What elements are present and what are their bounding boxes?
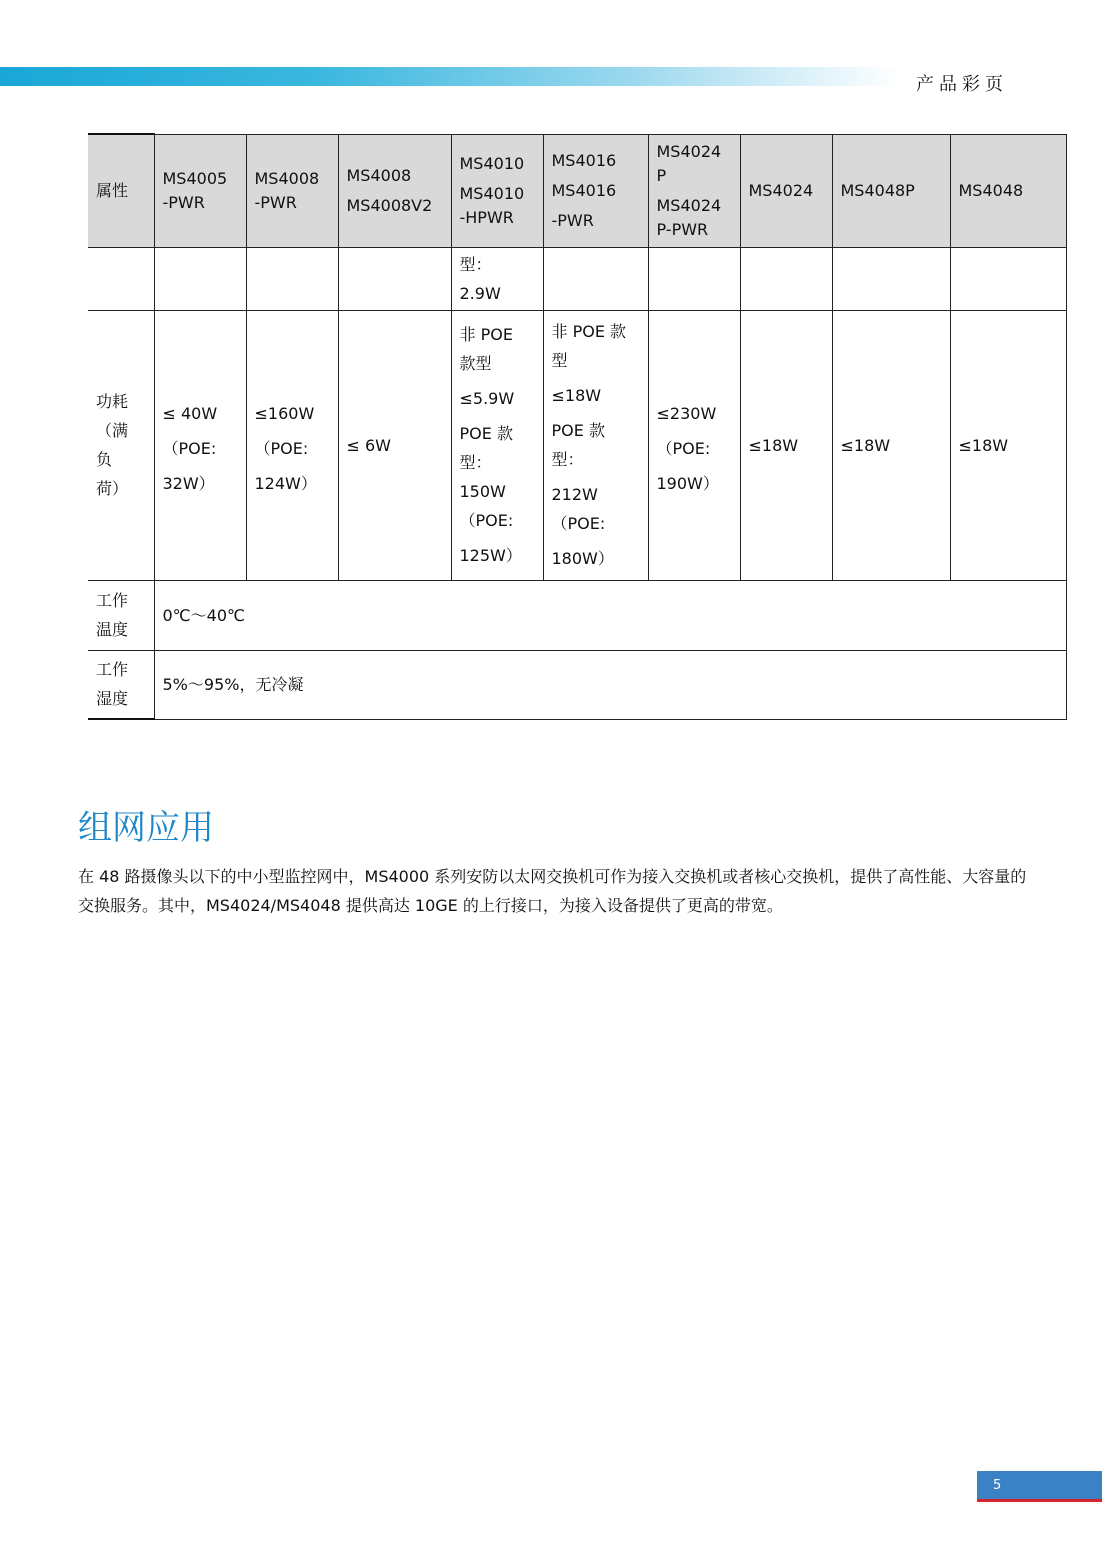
cell-line: （POE:	[254, 438, 309, 458]
col-ms4010	[451, 134, 543, 247]
power-ms4008v2	[338, 310, 451, 580]
cell-line: （POE:	[551, 514, 606, 533]
header-line: MS4024	[748, 180, 814, 200]
cell-line: ≤ 6W	[346, 435, 391, 455]
cell-line: ≤18W	[840, 435, 891, 455]
header-line: MS4008	[346, 165, 412, 185]
col-ms4008-pwr	[246, 134, 338, 247]
table-cell	[740, 247, 832, 310]
table-row-continued	[88, 247, 1066, 310]
header-line: MS4016	[551, 180, 617, 200]
header-line: -PWR	[162, 192, 205, 212]
row-label-power	[88, 310, 154, 580]
power-ms4024p	[648, 310, 740, 580]
col-ms4024	[740, 134, 832, 247]
cell-line: ≤18W	[551, 386, 602, 405]
cell-line: 124W）	[254, 473, 317, 493]
col-ms4048	[950, 134, 1066, 247]
power-ms4008	[246, 310, 338, 580]
page-number: 5	[993, 1478, 1002, 1493]
header-line: MS4024	[656, 141, 722, 161]
temperature-value: 0℃～40℃	[154, 580, 1066, 650]
header-line: MS4016	[551, 150, 617, 170]
table-cell	[451, 247, 543, 310]
section-paragraph: 在 48 路摄像头以下的中小型监控网中，MS4000 系列安防以太网交换机可作为接入交换机或者核心交换机，提供了高性能、大容量的交换服务。其中，MS4024/MS4048 提供高达 10GE 的上行接口，为接入设备提供了更高的带宽。	[78, 867, 1027, 915]
power-ms4010	[451, 310, 543, 580]
col-ms4005-pwr	[154, 134, 246, 247]
header-line: MS4008	[254, 168, 320, 188]
table-row-temperature	[88, 580, 1066, 650]
col-ms4008	[338, 134, 451, 247]
cell-line: POE 款	[551, 421, 605, 440]
row-label-temperature	[88, 580, 154, 650]
cell-line: 125W）	[459, 546, 522, 565]
header-line: MS4010	[459, 153, 525, 173]
power-ms4048p	[832, 310, 950, 580]
cell-line: 型：	[459, 453, 492, 472]
header-line: MS4024	[656, 195, 722, 215]
cell-line: ≤18W	[958, 435, 1009, 455]
col-ms4016	[543, 134, 648, 247]
cell-line: （POE:	[162, 438, 217, 458]
table-cell	[950, 247, 1066, 310]
label-line: 温度	[96, 620, 129, 639]
label-line: 负	[96, 450, 113, 469]
cell-line: 150W	[459, 482, 506, 501]
spec-table	[88, 133, 1067, 720]
header-line: MS4048P	[840, 180, 915, 200]
cell-line: 32W）	[162, 473, 215, 493]
header-line: MS4005	[162, 168, 228, 188]
cell-line: 型：	[459, 254, 492, 274]
table-row-humidity	[88, 650, 1066, 719]
cell-line: 型	[551, 351, 568, 370]
cell-line: ≤18W	[748, 435, 799, 455]
table-cell	[543, 247, 648, 310]
cell-line: 190W）	[656, 473, 719, 493]
row-label-humidity	[88, 650, 154, 719]
humidity-value: 5%～95%，无冷凝	[154, 650, 1066, 719]
power-ms4016	[543, 310, 648, 580]
table-cell	[648, 247, 740, 310]
cell-line: （POE:	[459, 511, 514, 530]
page-accent-line	[977, 1499, 1102, 1502]
header-line: -PWR	[254, 192, 297, 212]
cell-line: 型：	[551, 450, 584, 469]
cell-line: ≤160W	[254, 403, 315, 423]
cell-line: 212W	[551, 485, 598, 504]
cell-line: ≤5.9W	[459, 389, 515, 408]
cell-line: ≤ 40W	[162, 403, 218, 423]
cell-line: 款型	[459, 354, 492, 373]
header-label: 属性	[88, 134, 154, 247]
table-cell	[154, 247, 246, 310]
header-title: 产品彩页	[916, 74, 1008, 95]
header-gradient-bar	[0, 67, 900, 86]
power-ms4048	[950, 310, 1066, 580]
header-line: MS4048	[958, 180, 1024, 200]
label-line: 湿度	[96, 689, 129, 709]
header-line: -PWR	[551, 210, 594, 230]
power-ms4005	[154, 310, 246, 580]
label-line: 荷）	[96, 479, 129, 498]
header-line: P	[656, 165, 667, 185]
table-cell	[338, 247, 451, 310]
cell-line: ≤230W	[656, 403, 717, 423]
cell-line: 非 POE	[459, 325, 513, 344]
table-header-row	[88, 134, 1066, 247]
header-line: -HPWR	[459, 207, 514, 227]
page-number-box	[977, 1471, 1102, 1499]
col-ms4024p	[648, 134, 740, 247]
table-row-power	[88, 310, 1066, 580]
label-line: 功耗	[96, 392, 129, 411]
power-ms4024	[740, 310, 832, 580]
label-line: （满	[96, 421, 129, 440]
table-cell	[88, 247, 154, 310]
header-line: MS4010	[459, 183, 525, 203]
header-line: MS4008V2	[346, 195, 433, 215]
label-line: 工作	[96, 660, 129, 680]
table-cell	[246, 247, 338, 310]
label-line: 工作	[96, 591, 129, 610]
cell-line: 180W）	[551, 549, 614, 568]
cell-line: （POE:	[656, 438, 711, 458]
section-title: 组网应用	[78, 808, 214, 848]
cell-line: 非 POE 款	[551, 322, 627, 341]
cell-line: 2.9W	[459, 283, 501, 303]
table-cell	[832, 247, 950, 310]
header-line: P-PWR	[656, 219, 709, 239]
col-ms4048p	[832, 134, 950, 247]
cell-line: POE 款	[459, 424, 513, 443]
